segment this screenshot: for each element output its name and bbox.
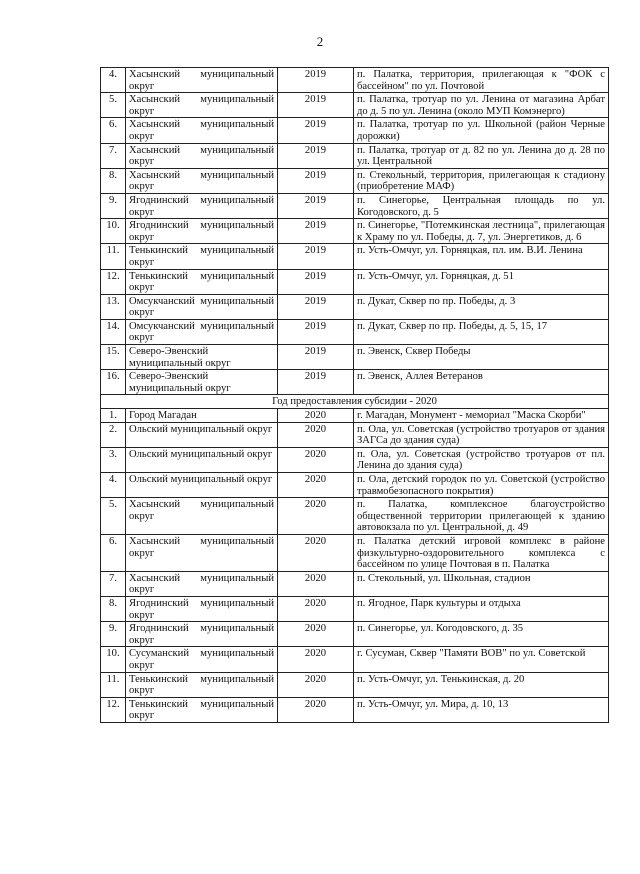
year-cell: 2019 xyxy=(278,219,354,244)
year-cell: 2019 xyxy=(278,269,354,294)
address-cell: п. Стекольный, ул. Школьная, стадион xyxy=(354,571,609,596)
row-number: 4. xyxy=(101,68,126,93)
table-row xyxy=(101,447,609,472)
row-number: 5. xyxy=(101,93,126,118)
municipality-cell: Хасынский муниципальный округ xyxy=(126,168,278,193)
address-cell: п. Синегорье, Центральная площадь по ул. Когодовского, д. 5 xyxy=(354,193,609,218)
municipality-cell: Омсукчанский муниципальный округ xyxy=(126,319,278,344)
address-cell: п. Палатка, тротуар по ул. Школьной (район Черные дорожки) xyxy=(354,118,609,143)
table-row xyxy=(101,370,609,395)
address-cell: п. Палатка, комплексное благоустройство общественной территории прилегающей к зданию автовокзала по ул. Центральной, д. 49 xyxy=(354,498,609,535)
municipality-cell: Хасынский муниципальный округ xyxy=(126,498,278,535)
municipality-cell: Ягоднинский муниципальный округ xyxy=(126,193,278,218)
address-cell: п. Усть-Омчуг, ул. Горняцкая, пл. им. В.И. Ленина xyxy=(354,244,609,269)
table-row xyxy=(101,422,609,447)
row-number: 10. xyxy=(101,219,126,244)
section-title-row xyxy=(101,395,609,409)
table-row xyxy=(101,697,609,722)
address-cell: г. Магадан, Монумент - мемориал "Маска Скорби" xyxy=(354,409,609,423)
municipality-cell: Сусуманский муниципальный округ xyxy=(126,647,278,672)
address-cell: п. Дукат, Сквер по пр. Победы, д. 5, 15, 17 xyxy=(354,319,609,344)
year-cell: 2019 xyxy=(278,193,354,218)
table-row xyxy=(101,269,609,294)
table-row xyxy=(101,571,609,596)
address-cell: п. Ола, ул. Советская (устройство тротуаров от здания ЗАГСа до здания суда) xyxy=(354,422,609,447)
municipality-cell: Хасынский муниципальный округ xyxy=(126,571,278,596)
row-number: 14. xyxy=(101,319,126,344)
municipality-cell: Хасынский муниципальный округ xyxy=(126,534,278,571)
address-cell: п. Синегорье, "Потемкинская лестница", прилегающая к Храму по ул. Победы, д. 7, ул. Энергетиков, д. 6 xyxy=(354,219,609,244)
year-cell: 2020 xyxy=(278,409,354,423)
row-number: 3. xyxy=(101,447,126,472)
year-cell: 2019 xyxy=(278,370,354,395)
row-number: 7. xyxy=(101,571,126,596)
row-number: 9. xyxy=(101,622,126,647)
year-cell: 2020 xyxy=(278,571,354,596)
row-number: 8. xyxy=(101,596,126,621)
municipality-cell: Тенькинский муниципальный округ xyxy=(126,672,278,697)
address-cell: п. Ола, ул. Советская (устройство тротуаров от пл. Ленина до здания суда) xyxy=(354,447,609,472)
year-cell: 2020 xyxy=(278,697,354,722)
year-cell: 2020 xyxy=(278,447,354,472)
table-row xyxy=(101,294,609,319)
year-cell: 2019 xyxy=(278,68,354,93)
year-cell: 2020 xyxy=(278,622,354,647)
territories-table xyxy=(100,67,609,723)
address-cell: г. Сусуман, Сквер "Памяти ВОВ" по ул. Советской xyxy=(354,647,609,672)
table-row xyxy=(101,319,609,344)
table-section-2020-header xyxy=(101,395,609,409)
table-row xyxy=(101,244,609,269)
row-number: 5. xyxy=(101,498,126,535)
table-row xyxy=(101,93,609,118)
table-row xyxy=(101,672,609,697)
address-cell: п. Синегорье, ул. Когодовского, д. 35 xyxy=(354,622,609,647)
table-section-2020 xyxy=(101,409,609,723)
municipality-cell: Хасынский муниципальный округ xyxy=(126,143,278,168)
municipality-cell: Хасынский муниципальный округ xyxy=(126,93,278,118)
table-row xyxy=(101,409,609,423)
address-cell: п. Усть-Омчуг, ул. Тенькинская, д. 20 xyxy=(354,672,609,697)
table-row xyxy=(101,345,609,370)
table-row xyxy=(101,498,609,535)
municipality-cell: Ольский муниципальный округ xyxy=(126,447,278,472)
address-cell: п. Усть-Омчуг, ул. Мира, д. 10, 13 xyxy=(354,697,609,722)
year-cell: 2019 xyxy=(278,319,354,344)
year-cell: 2020 xyxy=(278,422,354,447)
municipality-cell: Тенькинский муниципальный округ xyxy=(126,697,278,722)
row-number: 10. xyxy=(101,647,126,672)
table-row xyxy=(101,473,609,498)
table-row xyxy=(101,596,609,621)
section-title-2020: Год предоставления субсидии - 2020 xyxy=(101,395,609,409)
year-cell: 2020 xyxy=(278,647,354,672)
row-number: 2. xyxy=(101,422,126,447)
year-cell: 2020 xyxy=(278,473,354,498)
address-cell: п. Эвенск, Аллея Ветеранов xyxy=(354,370,609,395)
municipality-cell: Ягоднинский муниципальный округ xyxy=(126,622,278,647)
table-row xyxy=(101,143,609,168)
address-cell: п. Палатка детский игровой комплекс в районе физкультурно-оздоровительного комплекса с бассейном по улице Почтовая в п. Палатка xyxy=(354,534,609,571)
table-row xyxy=(101,219,609,244)
address-cell: п. Ягодное, Парк культуры и отдыха xyxy=(354,596,609,621)
row-number: 8. xyxy=(101,168,126,193)
municipality-cell: Ольский муниципальный округ xyxy=(126,473,278,498)
year-cell: 2019 xyxy=(278,143,354,168)
table-row xyxy=(101,534,609,571)
municipality-cell: Ягоднинский муниципальный округ xyxy=(126,596,278,621)
municipality-cell: Тенькинский муниципальный округ xyxy=(126,269,278,294)
table-row xyxy=(101,193,609,218)
row-number: 1. xyxy=(101,409,126,423)
page-number: 2 xyxy=(316,34,324,49)
municipality-cell: Тенькинский муниципальный округ xyxy=(126,244,278,269)
address-cell: п. Палатка, тротуар по ул. Ленина от магазина Арбат до д. 5 по ул. Ленина (около МУП Комэнерго) xyxy=(354,93,609,118)
table-row xyxy=(101,622,609,647)
year-cell: 2019 xyxy=(278,345,354,370)
table-section-2019 xyxy=(101,68,609,395)
address-cell: п. Палатка, тротуар от д. 82 по ул. Ленина до д. 28 по ул. Центральной xyxy=(354,143,609,168)
municipality-cell: Ягоднинский муниципальный округ xyxy=(126,219,278,244)
year-cell: 2019 xyxy=(278,244,354,269)
row-number: 6. xyxy=(101,534,126,571)
municipality-cell: Омсукчанский муниципальный округ xyxy=(126,294,278,319)
municipality-cell: Город Магадан xyxy=(126,409,278,423)
address-cell: п. Стекольный, территория, прилегающая к стадиону (приобретение МАФ) xyxy=(354,168,609,193)
row-number: 11. xyxy=(101,244,126,269)
row-number: 15. xyxy=(101,345,126,370)
row-number: 6. xyxy=(101,118,126,143)
row-number: 16. xyxy=(101,370,126,395)
year-cell: 2020 xyxy=(278,672,354,697)
table-row xyxy=(101,118,609,143)
address-cell: п. Ола, детский городок по ул. Советской (устройство травмобезопасного покрытия) xyxy=(354,473,609,498)
municipality-cell: Хасынский муниципальный округ xyxy=(126,68,278,93)
municipality-cell: Хасынский муниципальный округ xyxy=(126,118,278,143)
year-cell: 2019 xyxy=(278,168,354,193)
year-cell: 2020 xyxy=(278,596,354,621)
year-cell: 2019 xyxy=(278,294,354,319)
address-cell: п. Усть-Омчуг, ул. Горняцкая, д. 51 xyxy=(354,269,609,294)
municipality-cell: Ольский муниципальный округ xyxy=(126,422,278,447)
table-row xyxy=(101,647,609,672)
year-cell: 2020 xyxy=(278,534,354,571)
row-number: 13. xyxy=(101,294,126,319)
row-number: 12. xyxy=(101,697,126,722)
table-row xyxy=(101,68,609,93)
address-cell: п. Дукат, Сквер по пр. Победы, д. 3 xyxy=(354,294,609,319)
municipality-cell: Северо-Эвенский муниципальный округ xyxy=(126,370,278,395)
municipality-cell: Северо-Эвенский муниципальный округ xyxy=(126,345,278,370)
address-cell: п. Палатка, территория, прилегающая к "ФОК с бассейном" по ул. Почтовой xyxy=(354,68,609,93)
year-cell: 2019 xyxy=(278,118,354,143)
year-cell: 2019 xyxy=(278,93,354,118)
row-number: 12. xyxy=(101,269,126,294)
row-number: 4. xyxy=(101,473,126,498)
address-cell: п. Эвенск, Сквер Победы xyxy=(354,345,609,370)
row-number: 11. xyxy=(101,672,126,697)
row-number: 9. xyxy=(101,193,126,218)
year-cell: 2020 xyxy=(278,498,354,535)
table-row xyxy=(101,168,609,193)
row-number: 7. xyxy=(101,143,126,168)
